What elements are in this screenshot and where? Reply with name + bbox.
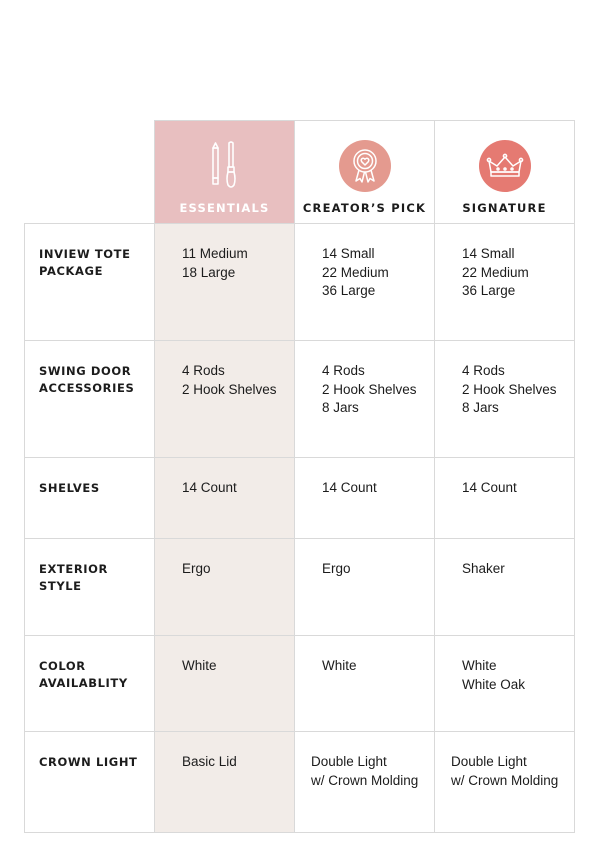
table-row bbox=[25, 636, 575, 732]
cell-essentials: 14 Count bbox=[155, 458, 295, 539]
tier-name-signature: SIGNATURE bbox=[462, 201, 547, 215]
tier-header-signature bbox=[435, 121, 575, 224]
table-row bbox=[25, 224, 575, 341]
cell-signature: White White Oak bbox=[435, 636, 575, 732]
cell-signature: 14 Small 22 Medium 36 Large bbox=[435, 224, 575, 341]
row-label-swing-door: SWING DOOR ACCESSORIES bbox=[25, 341, 155, 458]
tier-name-essentials: ESSENTIALS bbox=[179, 201, 270, 215]
cell-signature: 4 Rods 2 Hook Shelves 8 Jars bbox=[435, 341, 575, 458]
table-row bbox=[25, 458, 575, 539]
cell-creators-pick: 14 Small 22 Medium 36 Large bbox=[295, 224, 435, 341]
cell-signature: 14 Count bbox=[435, 458, 575, 539]
cell-essentials: White bbox=[155, 636, 295, 732]
cell-essentials: 11 Medium 18 Large bbox=[155, 224, 295, 341]
comparison-table bbox=[24, 120, 575, 833]
cell-essentials: 4 Rods 2 Hook Shelves bbox=[155, 341, 295, 458]
pencil-brush-icon bbox=[205, 141, 245, 191]
tier-header-essentials bbox=[155, 121, 295, 224]
tier-header-creators-pick bbox=[295, 121, 435, 224]
row-label-exterior-style: EXTERIOR STYLE bbox=[25, 539, 155, 636]
award-badge bbox=[339, 140, 391, 192]
row-label-crown-light: CROWN LIGHT bbox=[25, 732, 155, 833]
row-label-inview-tote: INVIEW TOTE PACKAGE bbox=[25, 224, 155, 341]
cell-signature: Shaker bbox=[435, 539, 575, 636]
cell-creators-pick: 14 Count bbox=[295, 458, 435, 539]
cell-creators-pick: White bbox=[295, 636, 435, 732]
table-row bbox=[25, 732, 575, 833]
table-row bbox=[25, 539, 575, 636]
cell-creators-pick: Ergo bbox=[295, 539, 435, 636]
cell-creators-pick: 4 Rods 2 Hook Shelves 8 Jars bbox=[295, 341, 435, 458]
tier-header-row bbox=[25, 121, 575, 224]
crown-icon bbox=[486, 153, 524, 179]
table-row bbox=[25, 341, 575, 458]
row-label-shelves: SHELVES bbox=[25, 458, 155, 539]
header-corner bbox=[25, 121, 155, 224]
cell-signature: Double Light w/ Crown Molding bbox=[435, 732, 575, 833]
crown-badge bbox=[479, 140, 531, 192]
row-label-color: COLOR AVAILABLITY bbox=[25, 636, 155, 732]
award-ribbon-icon bbox=[348, 147, 382, 185]
cell-essentials: Basic Lid bbox=[155, 732, 295, 833]
tier-name-creators-pick: CREATOR’S PICK bbox=[302, 201, 427, 215]
cell-creators-pick: Double Light w/ Crown Molding bbox=[295, 732, 435, 833]
cell-essentials: Ergo bbox=[155, 539, 295, 636]
